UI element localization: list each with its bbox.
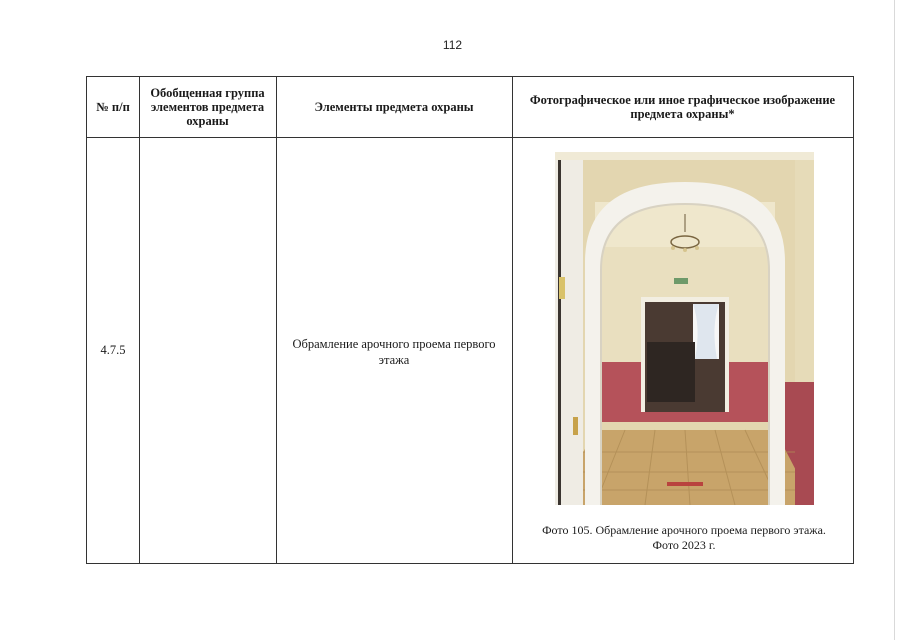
page-number: 112	[442, 38, 463, 52]
header-number: № п/п	[96, 100, 130, 114]
arched-doorway-photo	[555, 152, 814, 505]
photo-image	[555, 152, 814, 505]
caption-line-1: Фото 105. Обрамление арочного проема первого этажа.	[542, 523, 826, 537]
row-number: 4.7.5	[100, 343, 126, 357]
row-element: Обрамление арочного проема первого этажа	[292, 337, 496, 367]
scan-edge-line	[894, 0, 895, 640]
column-divider	[276, 77, 277, 563]
heritage-table	[86, 76, 854, 564]
header-group: Обобщенная группа элементов предмета охраны	[150, 86, 265, 128]
caption-line-2: Фото 2023 г.	[652, 538, 716, 552]
column-divider	[512, 77, 513, 563]
photo-caption	[515, 523, 853, 553]
column-divider	[139, 77, 140, 563]
header-photo: Фотографическое или иное графическое изображение предмета охраны*	[529, 93, 836, 121]
header-elements: Элементы предмета охраны	[314, 100, 474, 114]
header-divider	[87, 137, 853, 138]
